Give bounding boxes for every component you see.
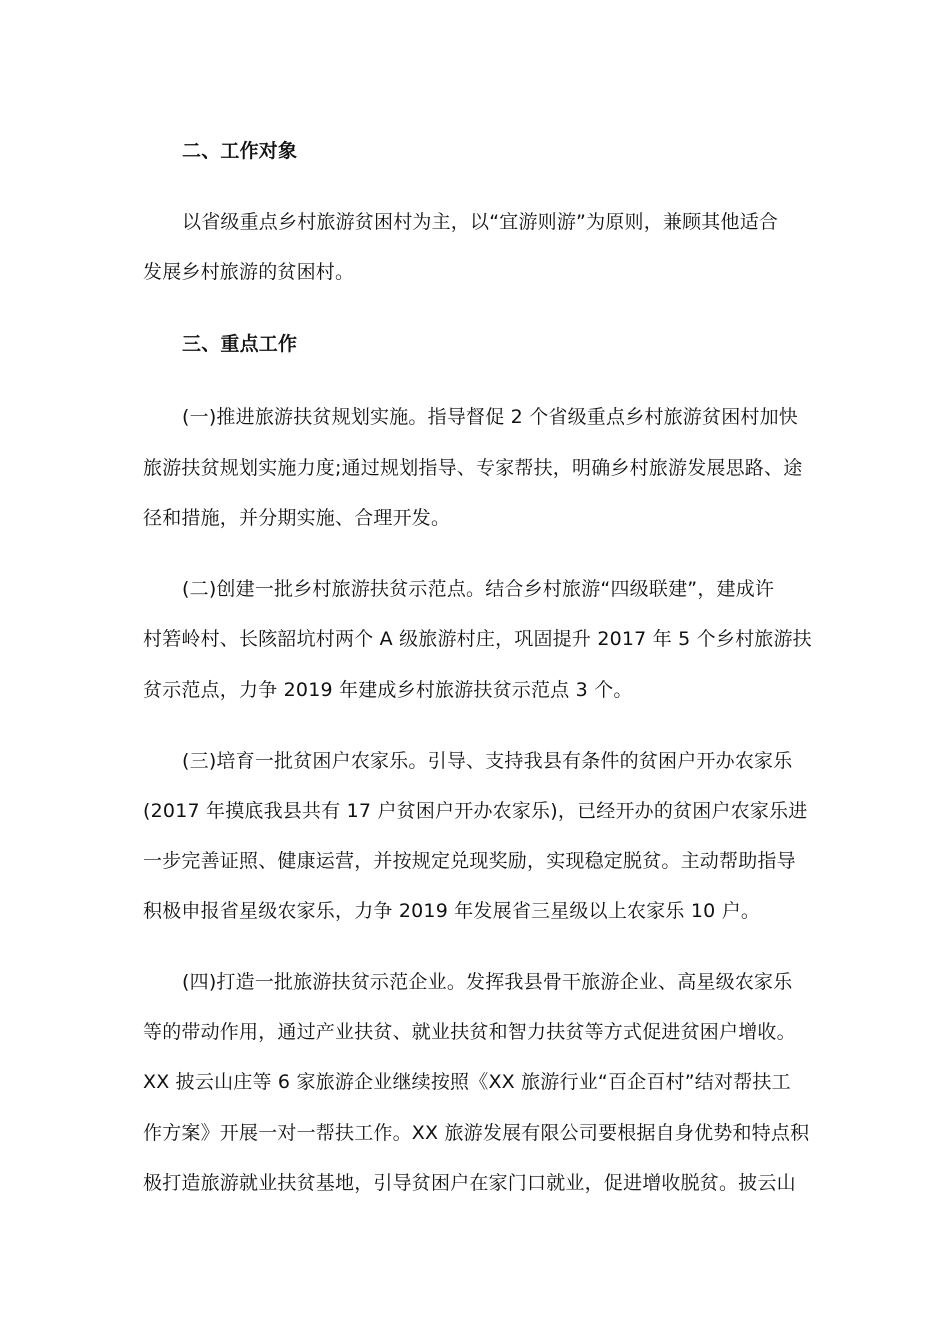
paragraph-line: 发展乡村旅游的贫困村。 bbox=[143, 261, 355, 283]
section-heading-key-work: 三、重点工作 bbox=[182, 333, 298, 355]
paragraph-line: (二)创建一批乡村旅游扶贫示范点。结合乡村旅游“四级联建”，建成许 bbox=[182, 578, 775, 600]
paragraph-line: 旅游扶贫规划实施力度;通过规划指导、专家帮扶，明确乡村旅游发展思路、途 bbox=[143, 457, 803, 479]
paragraph-line: 径和措施，并分期实施、合理开发。 bbox=[143, 507, 451, 529]
paragraph-line: (2017 年摸底我县共有 17 户贫困户开办农家乐)，已经开办的贫困户农家乐进 bbox=[143, 800, 808, 822]
paragraph-line: 等的带动作用，通过产业扶贫、就业扶贫和智力扶贫等方式促进贫困户增收。 bbox=[143, 1021, 796, 1043]
paragraph-line: 一步完善证照、健康运营，并按规定兑现奖励，实现稳定脱贫。主动帮助指导 bbox=[143, 850, 796, 872]
paragraph-line: 以省级重点乡村旅游贫困村为主，以“宜游则游”为原则，兼顾其他适合 bbox=[182, 211, 779, 233]
paragraph-line: 极打造旅游就业扶贫基地，引导贫困户在家门口就业，促进增收脱贫。披云山 bbox=[143, 1172, 796, 1194]
paragraph-line: 村箬岭村、长陔韶坑村两个 A 级旅游村庄，巩固提升 2017 年 5 个乡村旅游扶 bbox=[143, 628, 812, 650]
paragraph-line: (四)打造一批旅游扶贫示范企业。发挥我县骨干旅游企业、高星级农家乐 bbox=[182, 971, 793, 993]
paragraph-line: 作方案》开展一对一帮扶工作。XX 旅游发展有限公司要根据自身优势和特点积 bbox=[143, 1122, 810, 1144]
section-heading-work-targets: 二、工作对象 bbox=[182, 140, 298, 162]
paragraph-line: (一)推进旅游扶贫规划实施。指导督促 2 个省级重点乡村旅游贫困村加快 bbox=[182, 406, 798, 428]
paragraph-line: (三)培育一批贫困户农家乐。引导、支持我县有条件的贫困户开办农家乐 bbox=[182, 750, 793, 772]
paragraph-line: 积极申报省星级农家乐，力争 2019 年发展省三星级以上农家乐 10 户。 bbox=[143, 900, 761, 922]
paragraph-line: XX 披云山庄等 6 家旅游企业继续按照《XX 旅游行业“百企百村”结对帮扶工 bbox=[143, 1071, 791, 1093]
paragraph-line: 贫示范点，力争 2019 年建成乡村旅游扶贫示范点 3 个。 bbox=[143, 679, 633, 701]
